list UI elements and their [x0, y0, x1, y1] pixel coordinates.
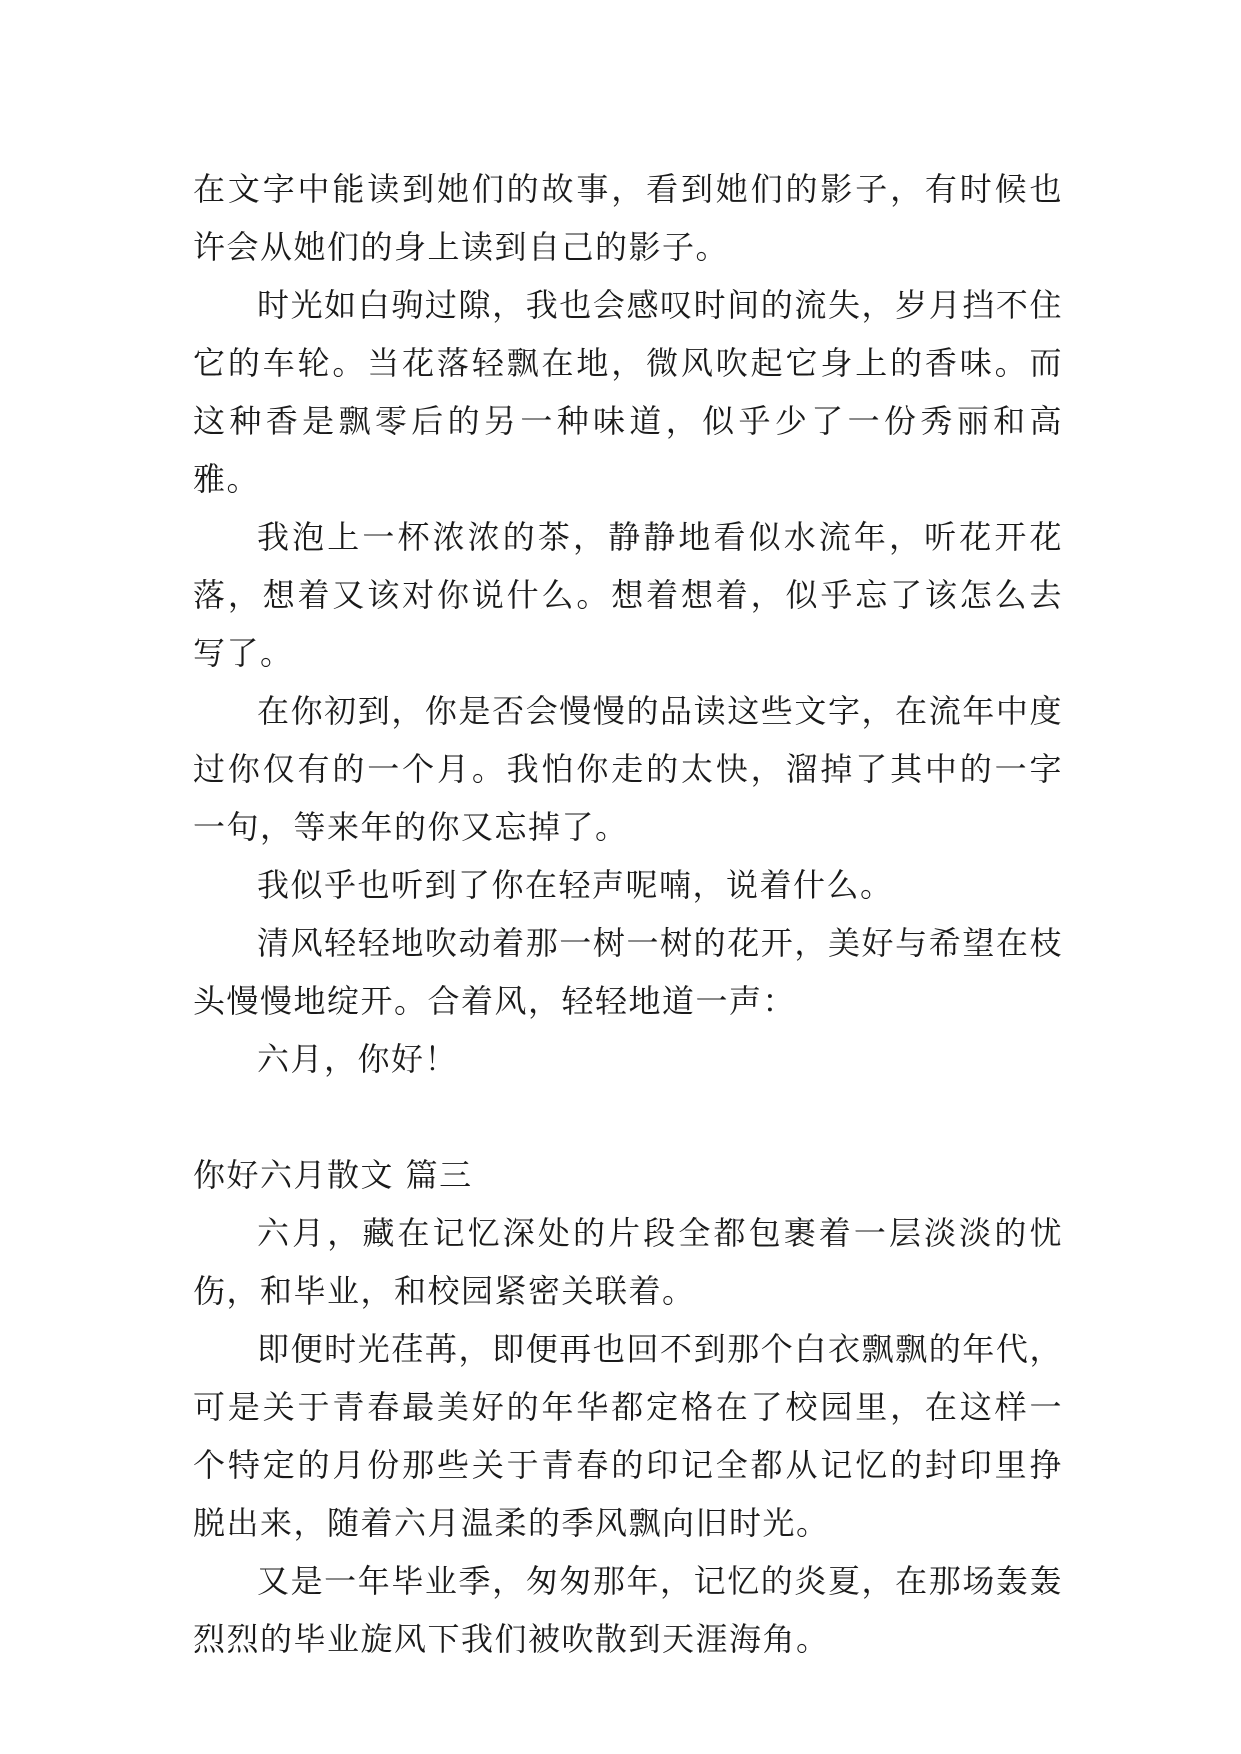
paragraph-continuation: 在文字中能读到她们的故事，看到她们的影子，有时候也许会从她们的身上读到自己的影子。: [193, 170, 1063, 266]
section-title: 你好六月散文 篇三: [193, 1156, 473, 1194]
paragraph: 又是一年毕业季，匆匆那年，记忆的炎夏，在那场轰轰烈烈的毕业旋风下我们被吹散到天涯海角。: [193, 1562, 1063, 1658]
paragraph: 即便时光荏苒，即便再也回不到那个白衣飘飘的年代，可是关于青春最美好的年华都定格在了校园里，在这样一个特定的月份那些关于青春的印记全都从记忆的封印里挣脱出来，随着六月温柔的季风飘向旧时光。: [193, 1330, 1063, 1542]
paragraph: 六月，藏在记忆深处的片段全都包裹着一层淡淡的忧伤，和毕业，和校园紧密关联着。: [193, 1214, 1063, 1310]
paragraph: 我泡上一杯浓浓的茶，静静地看似水流年，听花开花落，想着又该对你说什么。想着想着，似乎忘了该怎么去写了。: [193, 518, 1063, 672]
paragraph: 时光如白驹过隙，我也会感叹时间的流失，岁月挡不住它的车轮。当花落轻飘在地，微风吹起它身上的香味。而这种香是飘零后的另一种味道，似乎少了一份秀丽和高雅。: [193, 286, 1063, 498]
paragraph: 我似乎也听到了你在轻声呢喃，说着什么。: [257, 866, 894, 904]
paragraph: 清风轻轻地吹动着那一树一树的花开，美好与希望在枝头慢慢地绽开。合着风，轻轻地道一声：: [193, 924, 1063, 1020]
document-body: [193, 160, 1063, 1668]
paragraph: 在你初到，你是否会慢慢的品读这些文字，在流年中度过你仅有的一个月。我怕你走的太快，溜掉了其中的一字一句，等来年的你又忘掉了。: [193, 692, 1063, 846]
paragraph-closing-line: 六月，你好！: [257, 1040, 459, 1078]
